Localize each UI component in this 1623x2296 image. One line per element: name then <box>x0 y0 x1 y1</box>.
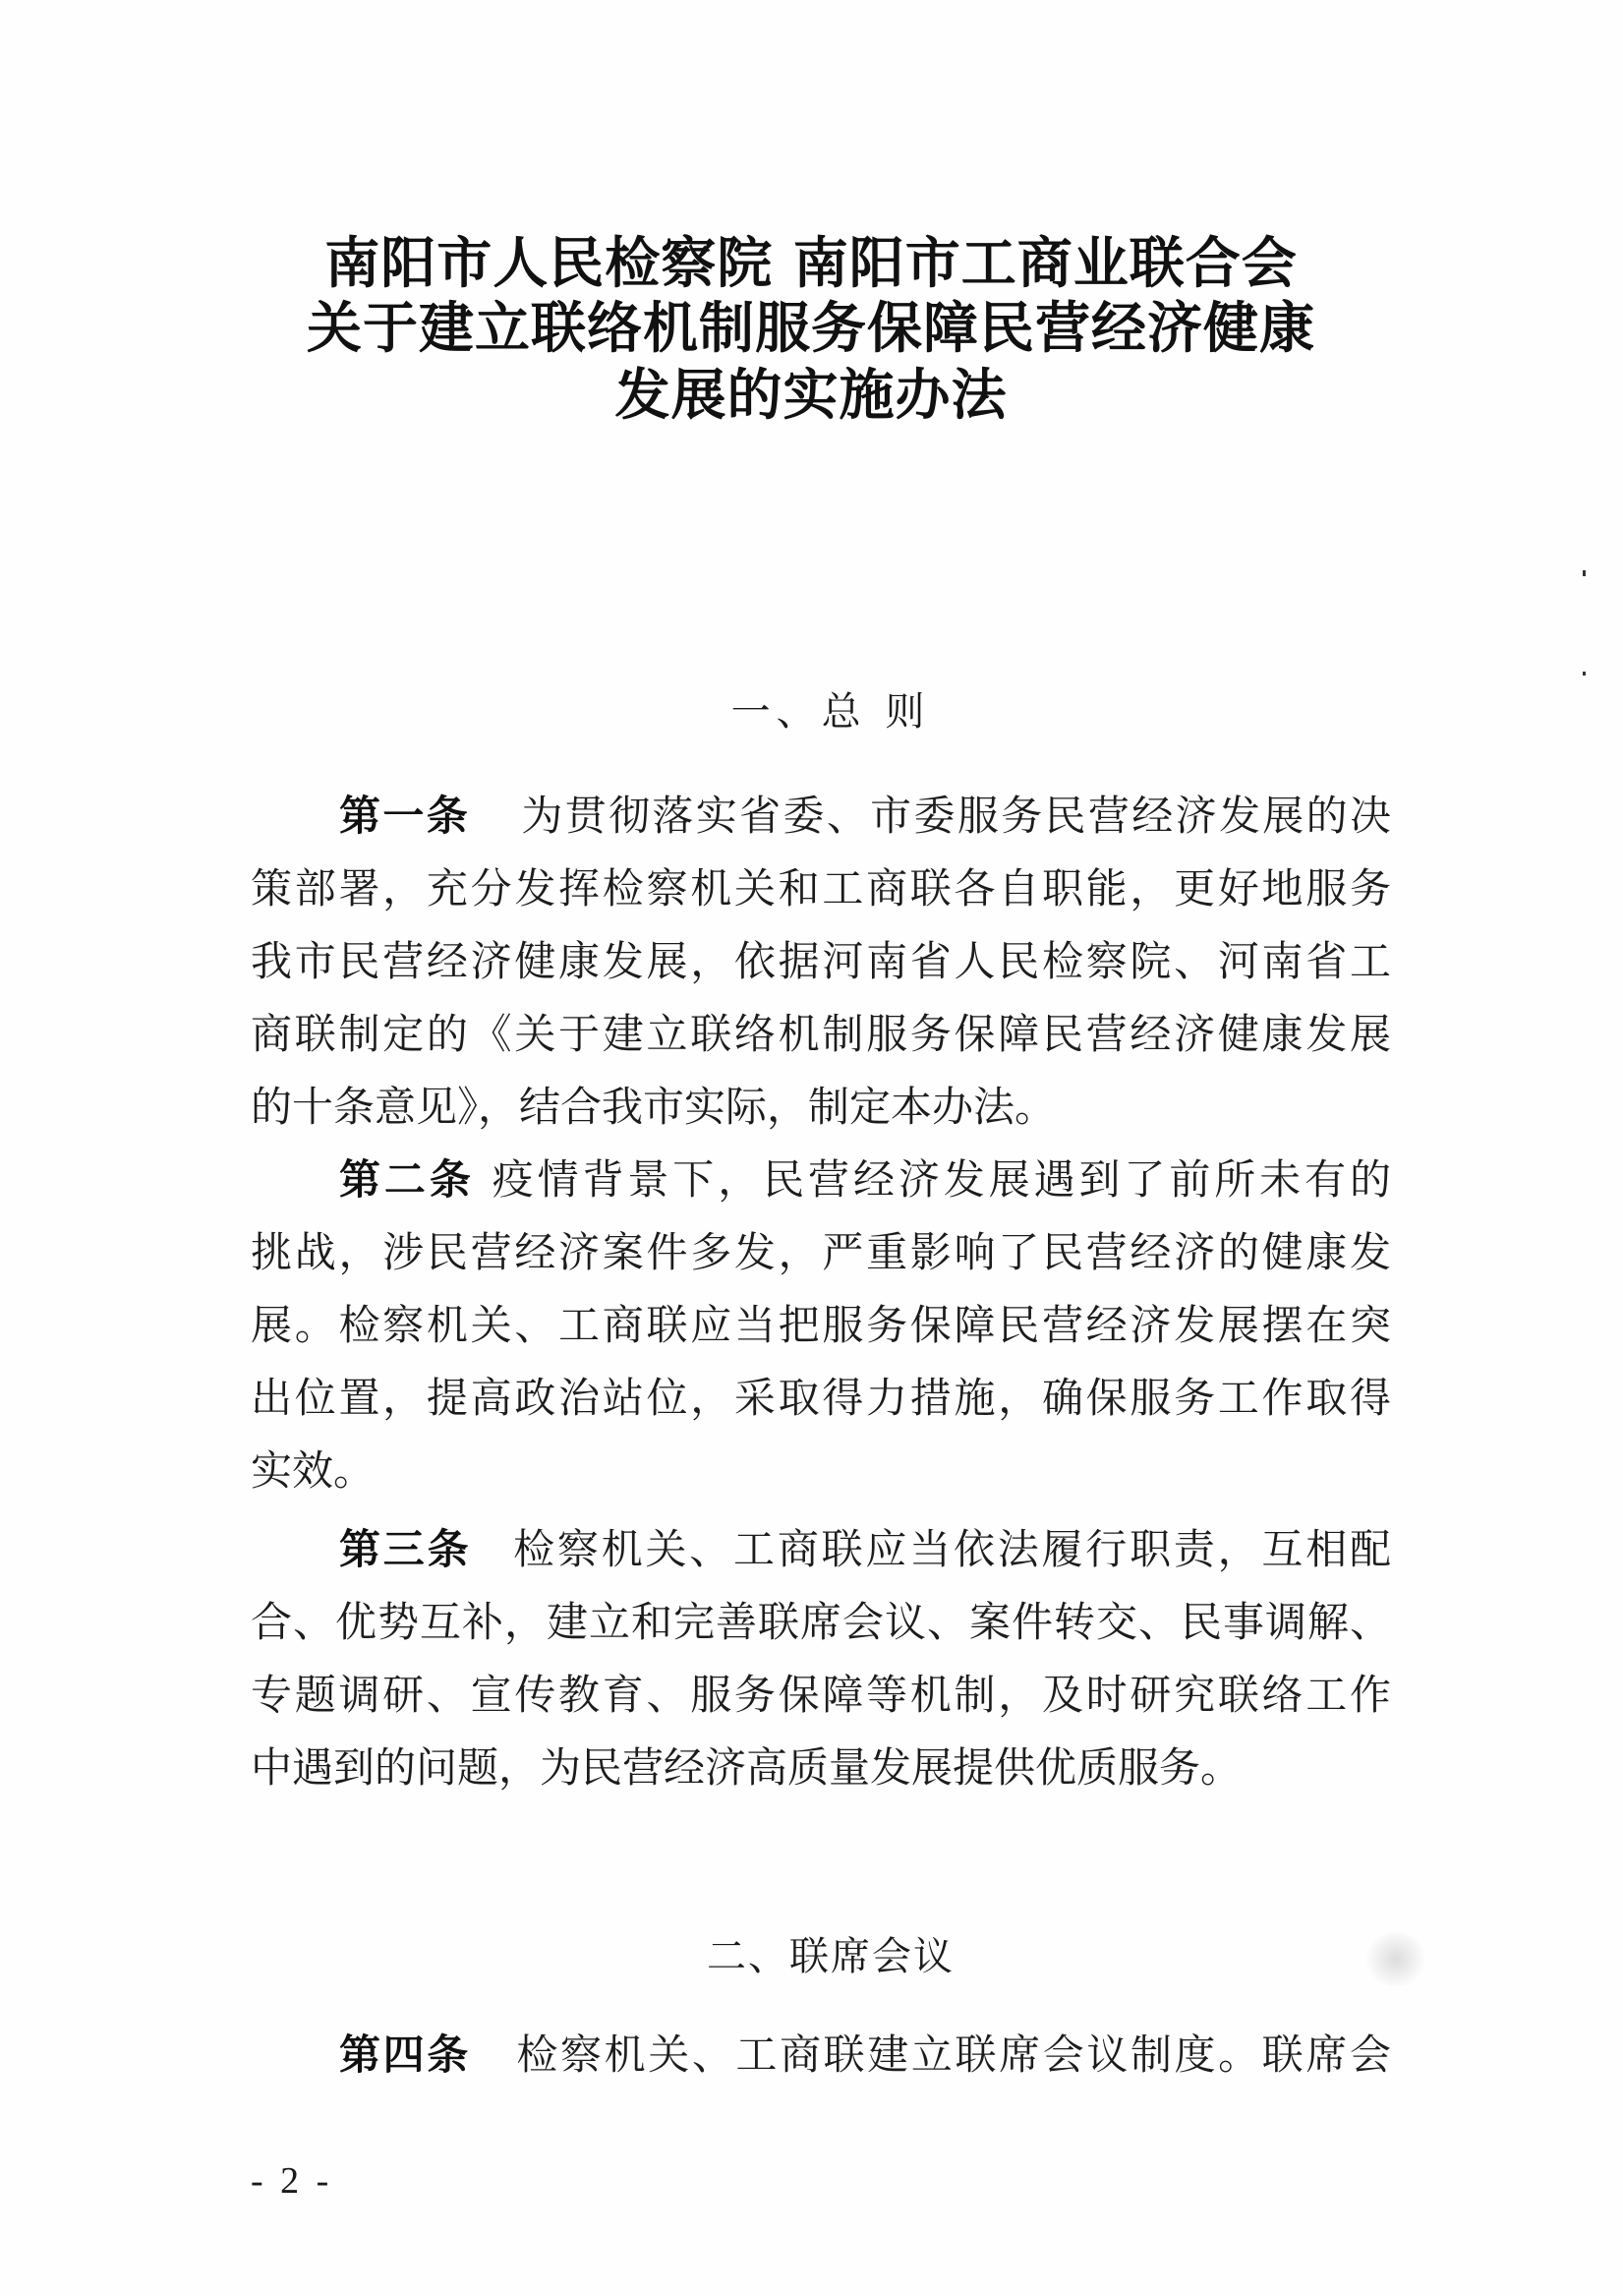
article-3-line-4: 中遇到的问题，为民营经济高质量发展提供优质服务。 <box>251 1743 1243 1792</box>
article-1-label: 第一条 <box>339 792 471 840</box>
document-title-line-1: 南阳市人民检察院 南阳市工商业联合会 <box>324 231 1298 296</box>
page-number: - 2 - <box>251 2160 333 2202</box>
article-4-label: 第四条 <box>339 2031 471 2079</box>
article-3-label: 第三条 <box>339 1525 472 1573</box>
article-3-text-1: 检察机关、工商联应当依法履行职责，互相配 <box>510 1525 1391 1573</box>
scan-smudge <box>1366 1932 1425 1986</box>
article-1-line-5: 的十条意见》，结合我市实际，制定本办法。 <box>251 1083 1057 1131</box>
article-2-line-5: 实效。 <box>251 1446 376 1495</box>
section-heading-general-provisions: 一、总 则 <box>730 689 931 735</box>
article-2-label: 第二条 <box>339 1155 475 1204</box>
article-3-line-1 <box>339 1520 1391 1579</box>
article-2-text-1: 疫情背景下，民营经济发展遇到了前所未有的 <box>488 1155 1391 1204</box>
article-4-text-1: 检察机关、工商联建立联席会议制度。联席会 <box>513 2031 1391 2079</box>
article-2-line-2: 挑战，涉民营经济案件多发，严重影响了民营经济的健康发 <box>251 1228 1391 1276</box>
article-1-line-4: 商联制定的《关于建立联络机制服务保障民营经济健康发展 <box>251 1010 1391 1058</box>
article-1-line-2: 策部署，充分发挥检察机关和工商联各自职能，更好地服务 <box>251 864 1391 913</box>
article-1-text-1: 为贯彻落实省委、市委服务民营经济发展的决 <box>519 792 1391 840</box>
section-heading-joint-meeting: 二、联席会议 <box>707 1934 955 1979</box>
article-3-line-3: 专题调研、宣传教育、服务保障等机制，及时研究联络工作 <box>251 1671 1391 1719</box>
article-4-line-1 <box>339 2026 1391 2085</box>
document-title-line-2: 关于建立联络机制服务保障民营经济健康 <box>307 296 1315 361</box>
document-title-line-3: 发展的实施办法 <box>614 363 1008 428</box>
article-2-line-3: 展。检察机关、工商联应当把服务保障民营经济发展摆在突 <box>251 1301 1391 1349</box>
scan-speck <box>1583 672 1586 676</box>
scan-speck <box>1583 570 1586 576</box>
article-1-line-3: 我市民营经济健康发展，依据河南省人民检察院、河南省工 <box>251 937 1391 985</box>
article-1-line-1 <box>339 787 1391 846</box>
article-2-line-4: 出位置，提高政治站位，采取得力措施，确保服务工作取得 <box>251 1374 1391 1422</box>
article-3-line-2: 合、优势互补，建立和完善联席会议、案件转交、民事调解、 <box>251 1598 1391 1646</box>
article-2-line-1 <box>339 1150 1391 1209</box>
